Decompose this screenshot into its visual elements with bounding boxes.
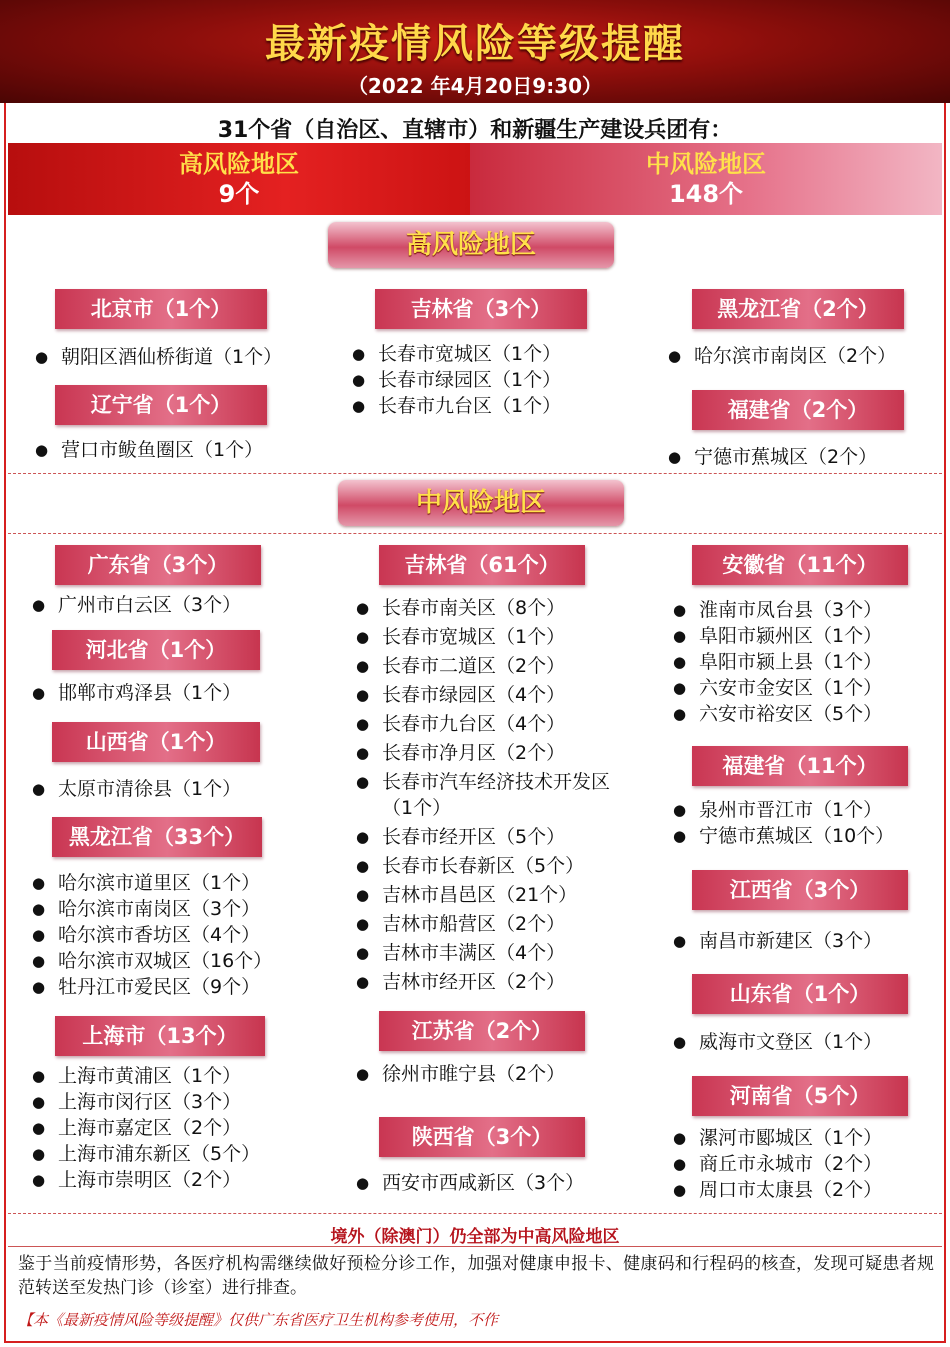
province-label: 黑龙江省（2个） (692, 289, 904, 329)
high-risk-summary-count: 9个 (218, 180, 260, 208)
footer-divider (8, 1246, 942, 1247)
region-list (668, 444, 940, 470)
list-item: ● 哈尔滨市道里区（1个） (32, 870, 332, 896)
medium-risk-summary (470, 143, 942, 215)
region-list (32, 1063, 332, 1193)
list-item: ● 南昌市新建区（3个） (673, 928, 943, 954)
list-item: ● 长春市二道区（2个） (356, 653, 636, 679)
list-item: ● 泉州市晋江市（1个） (673, 797, 943, 823)
province-label: 吉林省（3个） (375, 289, 587, 329)
list-item: ● 徐州市睢宁县（2个） (356, 1061, 636, 1087)
list-item: ● 六安市裕安区（5个） (673, 701, 943, 727)
list-item: ● 漯河市郾城区（1个） (673, 1125, 943, 1151)
province-label: 山西省（1个） (52, 722, 260, 762)
list-item: ● 吉林市丰满区（4个） (356, 940, 636, 966)
overseas-notice: 境外（除澳门）仍全部为中高风险地区 (330, 1227, 620, 1247)
region-list (35, 344, 325, 370)
high-risk-summary (8, 143, 470, 215)
list-item: ● 商丘市永城市（2个） (673, 1151, 943, 1177)
section-divider (8, 533, 942, 534)
list-item: ● 长春市宽城区（1个） (356, 624, 636, 650)
region-list (673, 1125, 943, 1203)
list-item: ● 上海市黄浦区（1个） (32, 1063, 332, 1089)
list-item: ● 朝阳区酒仙桥街道（1个） (35, 344, 325, 370)
update-date: （2022 年4月20日9:30） (347, 74, 603, 98)
list-item: ● 吉林市船营区（2个） (356, 911, 636, 937)
region-list (673, 797, 943, 849)
list-item: ● 长春市宽城区（1个） (352, 341, 642, 367)
list-item: ● 六安市金安区（1个） (673, 675, 943, 701)
region-list (356, 1170, 636, 1196)
list-item: ● 牡丹江市爱民区（9个） (32, 974, 332, 1000)
region-list (352, 341, 642, 419)
list-item: ● 长春市经开区（5个） (356, 824, 636, 850)
province-label: 辽宁省（1个） (55, 385, 267, 425)
section-divider (8, 473, 942, 474)
list-item: ● 长春市九台区（1个） (352, 393, 642, 419)
province-label: 陕西省（3个） (379, 1117, 585, 1157)
province-label: 黑龙江省（33个） (52, 817, 262, 857)
region-list (32, 870, 332, 1000)
list-item: ● 哈尔滨市香坊区（4个） (32, 922, 332, 948)
region-list (673, 1029, 943, 1055)
list-item: ● 上海市嘉定区（2个） (32, 1115, 332, 1141)
region-list (32, 776, 322, 802)
list-item: ● 哈尔滨市南岗区（3个） (32, 896, 332, 922)
list-item: ● 宁德市蕉城区（2个） (668, 444, 940, 470)
list-item: ● 长春市南关区（8个） (356, 595, 636, 621)
list-item: ● 吉林市昌邑区（21个） (356, 882, 636, 908)
list-item: ● 营口市鲅鱼圈区（1个） (35, 437, 325, 463)
list-item: ● 长春市汽车经济技术开发区（1个） (356, 769, 622, 821)
region-list (673, 597, 943, 727)
province-label: 北京市（1个） (55, 289, 267, 329)
province-label: 广东省（3个） (55, 545, 261, 585)
region-list (668, 343, 940, 369)
list-item: ● 长春市绿园区（4个） (356, 682, 636, 708)
region-list (356, 595, 636, 995)
list-item: ● 长春市净月区（2个） (356, 740, 636, 766)
list-item: ● 上海市浦东新区（5个） (32, 1141, 332, 1167)
list-item: ● 广州市白云区（3个） (32, 592, 322, 618)
province-label: 吉林省（61个） (379, 545, 585, 585)
province-label: 河南省（5个） (692, 1076, 908, 1116)
medium-risk-section-title: 中风险地区 (338, 480, 624, 526)
region-list (32, 680, 322, 706)
section-divider (8, 1213, 942, 1214)
intro-text: 31个省（自治区、直辖市）和新疆生产建设兵团有： (217, 118, 733, 143)
province-label: 安徽省（11个） (692, 545, 908, 585)
province-label: 福建省（2个） (692, 390, 904, 430)
list-item: ● 淮南市凤台县（3个） (673, 597, 943, 623)
list-item: ● 上海市崇明区（2个） (32, 1167, 332, 1193)
high-risk-section-title: 高风险地区 (328, 222, 614, 268)
province-label: 河北省（1个） (52, 630, 260, 670)
region-list (356, 1061, 636, 1087)
list-item: ● 吉林市经开区（2个） (356, 969, 636, 995)
list-item: ● 长春市长春新区（5个） (356, 853, 636, 879)
medium-risk-summary-label: 中风险地区 (646, 150, 766, 178)
region-list (673, 928, 943, 954)
list-item: ● 阜阳市颍上县（1个） (673, 649, 943, 675)
region-list (32, 592, 322, 618)
list-item: ● 哈尔滨市南岗区（2个） (668, 343, 940, 369)
list-item: ● 周口市太康县（2个） (673, 1177, 943, 1203)
province-label: 福建省（11个） (692, 746, 908, 786)
list-item: ● 西安市西咸新区（3个） (356, 1170, 636, 1196)
list-item: ● 太原市清徐县（1个） (32, 776, 322, 802)
list-item: ● 邯郸市鸡泽县（1个） (32, 680, 322, 706)
page-title: 最新疫情风险等级提醒 (265, 21, 685, 67)
list-item: ● 宁德市蕉城区（10个） (673, 823, 943, 849)
high-risk-summary-label: 高风险地区 (179, 150, 299, 178)
province-label: 江西省（3个） (692, 870, 908, 910)
list-item: ● 阜阳市颍州区（1个） (673, 623, 943, 649)
list-item: ● 威海市文登区（1个） (673, 1029, 943, 1055)
medium-risk-summary-count: 148个 (668, 180, 744, 208)
list-item: ● 长春市九台区（4个） (356, 711, 636, 737)
province-label: 山东省（1个） (692, 974, 908, 1014)
region-list (35, 437, 325, 463)
list-item: ● 长春市绿园区（1个） (352, 367, 642, 393)
province-label: 上海市（13个） (55, 1016, 265, 1056)
province-label: 江苏省（2个） (379, 1011, 585, 1051)
header-banner (0, 0, 950, 103)
advice-text: 鉴于当前疫情形势，各医疗机构需继续做好预检分诊工作，加强对健康申报卡、健康码和行程码的核查，发现可疑患者规范转送至发热门诊（诊室）进行排查。 (18, 1254, 934, 1298)
disclaimer-text: 【本《最新疫情风险等级提醒》仅供广东省医疗卫生机构参考使用，不作 (18, 1311, 499, 1329)
list-item: ● 哈尔滨市双城区（16个） (32, 948, 332, 974)
list-item: ● 上海市闵行区（3个） (32, 1089, 332, 1115)
